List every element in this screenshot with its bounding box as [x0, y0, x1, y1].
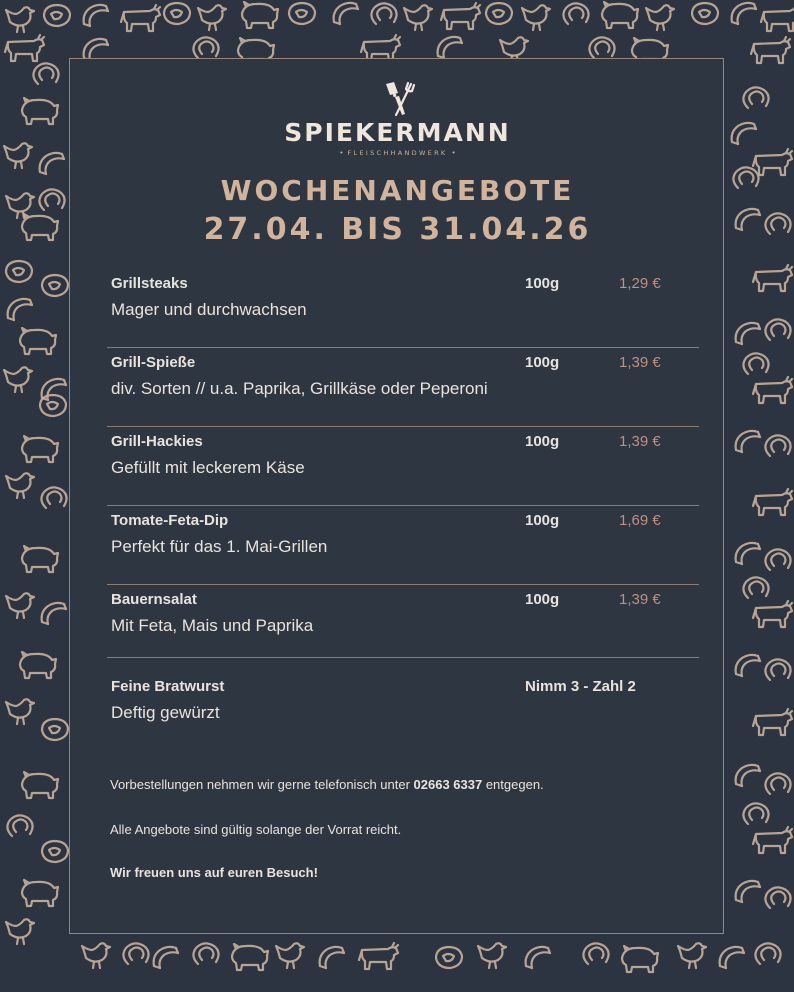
heading-date-range: 27.04. BIS 31.04.26	[203, 212, 592, 247]
offer-item-price: 1,69 €	[619, 512, 661, 529]
offer-item-description: Deftig gewürzt	[111, 703, 220, 722]
offer-item	[107, 427, 699, 506]
offer-item-description: Mager und durchwachsen	[111, 300, 307, 319]
phone-number: 02663 6337	[413, 777, 483, 792]
closing-note: Wir freuen uns auf euren Besuch!	[110, 865, 318, 880]
offer-item	[107, 506, 699, 585]
offer-item-weight: 100g	[525, 354, 560, 371]
offer-item-name: Bauernsalat	[111, 591, 197, 608]
brand-tagline: FLEISCHHANDWERK	[347, 149, 448, 157]
offer-list	[107, 269, 699, 737]
offer-item-name: Feine Bratwurst	[111, 678, 225, 695]
preorder-text-end: entgegen.	[482, 777, 544, 792]
offer-item-price: 1,39 €	[619, 591, 661, 608]
offer-item-price: 1,39 €	[619, 433, 661, 450]
validity-note: Alle Angebote sind gültig solange der Vorrat reicht.	[110, 822, 402, 837]
offer-item	[107, 269, 699, 348]
offer-item-name: Grillsteaks	[111, 275, 188, 292]
offer-item-description: Perfekt für das 1. Mai-Grillen	[111, 537, 328, 556]
heading-title: WOCHENANGEBOTE	[220, 174, 575, 207]
brand-name: SPIEKERMANN	[284, 118, 511, 147]
offer-item-description: Mit Feta, Mais und Paprika	[111, 616, 314, 635]
preorder-note	[110, 777, 544, 792]
offer-item-weight: 100g	[525, 591, 560, 608]
offer-item-price: 1,39 €	[619, 354, 661, 371]
offer-item-name: Tomate-Feta-Dip	[111, 512, 229, 529]
cleaver-fork-logo-icon	[378, 81, 418, 117]
tagline-dot: •	[451, 149, 456, 157]
offer-item-price: 1,29 €	[619, 275, 661, 292]
offer-item-name: Grill-Hackies	[111, 433, 203, 450]
page-heading	[70, 172, 725, 250]
offer-item-description: div. Sorten // u.a. Paprika, Grillkäse oder Peperoni	[111, 379, 488, 398]
offer-item-weight: 100g	[525, 433, 560, 450]
brand-logo	[70, 81, 725, 157]
offer-item	[107, 585, 699, 658]
offer-item	[107, 658, 699, 737]
offer-item	[107, 348, 699, 427]
offer-card	[69, 58, 724, 934]
offer-item-name: Grill-Spieße	[111, 354, 196, 371]
preorder-text: Vorbestellungen nehmen wir gerne telefonisch unter	[110, 777, 414, 792]
offer-item-weight: Nimm 3 - Zahl 2	[525, 678, 636, 695]
tagline-dot: •	[339, 149, 344, 157]
offer-item-weight: 100g	[525, 275, 560, 292]
offer-item-description: Gefüllt mit leckerem Käse	[111, 458, 305, 477]
offer-item-weight: 100g	[525, 512, 560, 529]
